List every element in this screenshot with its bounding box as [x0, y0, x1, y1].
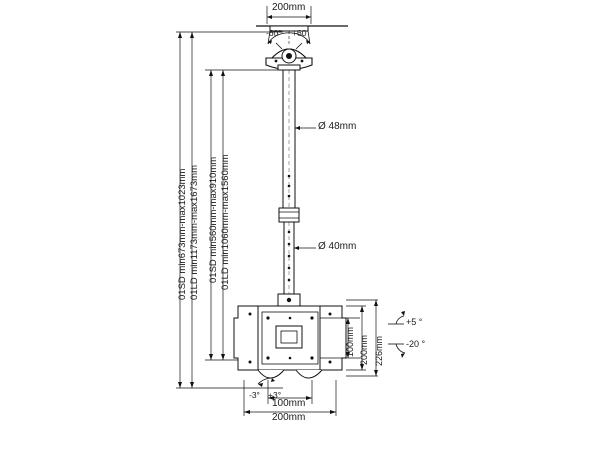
label-vesa-height-200: 200mm [359, 334, 369, 365]
label-upper-tube-diameter: Ø 48mm [318, 121, 357, 132]
label-tilt-up: +3° [268, 390, 282, 400]
label-drop-01ld-long: 01LD min1173mm-max1673mm [189, 165, 200, 300]
vesa-bracket [234, 306, 346, 378]
label-tilt-down: -3° [249, 390, 260, 400]
lower-tube [284, 222, 294, 294]
leader-diameter-48 [295, 126, 316, 130]
label-drop-01ld-short: 01LD min1060mm-max1560mm [220, 154, 231, 290]
upper-tube [283, 70, 295, 210]
tilt-angle-indicator [258, 378, 275, 387]
label-vesa-width-100: 100mm [272, 398, 306, 409]
label-rotate-down: -20 ° [406, 339, 426, 349]
label-swivel-left: -60° [266, 28, 282, 38]
label-drop-01sd-long: 01SD min673mm-max1023mm [177, 168, 188, 300]
label-vesa-width-200: 200mm [272, 412, 306, 423]
label-rotate-up: +5 ° [406, 317, 423, 327]
tilt-head [278, 294, 300, 306]
label-bracket-total-height: 226mm [374, 335, 384, 366]
label-ceiling-plate-width: 200mm [272, 2, 306, 13]
tube-clamp [279, 208, 299, 222]
label-vesa-height-100: 100mm [345, 326, 355, 357]
label-lower-tube-diameter: Ø 40mm [318, 241, 357, 252]
label-swivel-right: +60 [292, 28, 307, 38]
rotation-angle-indicator [388, 311, 405, 358]
leader-diameter-40 [294, 246, 316, 250]
label-drop-01sd-short: 01SD min560mm-max910mm [208, 156, 219, 283]
